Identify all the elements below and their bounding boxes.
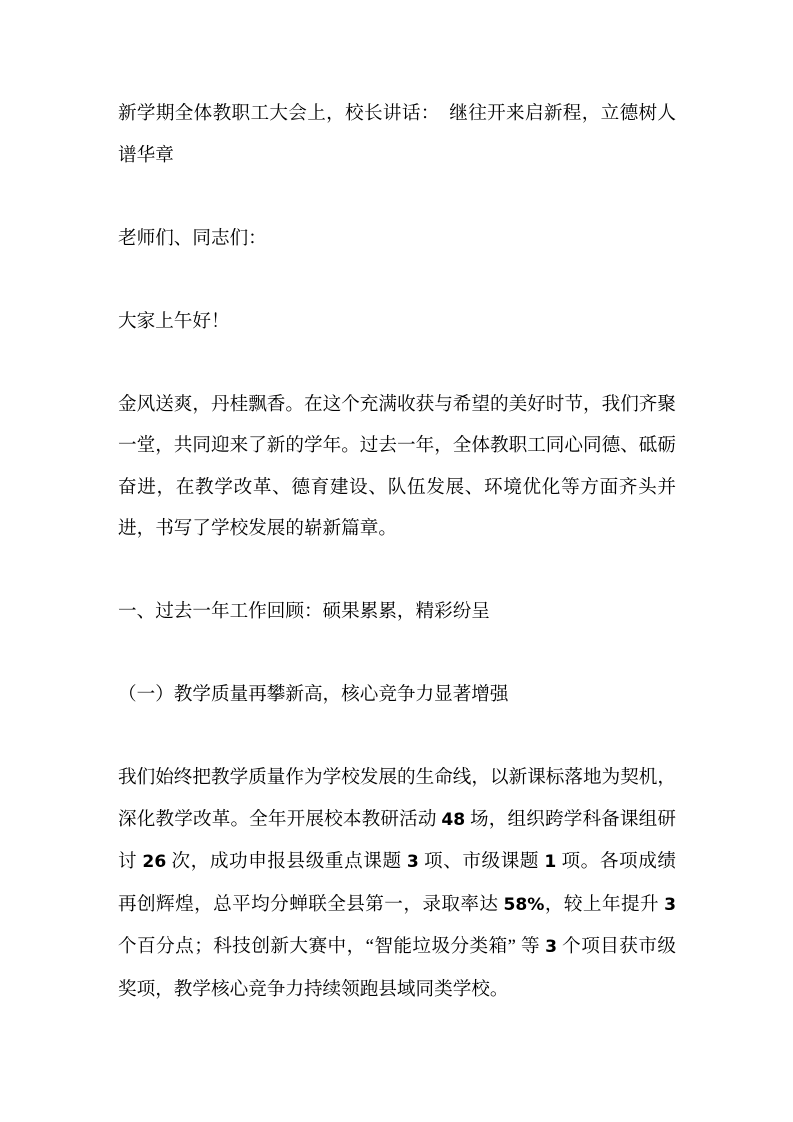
latin-number: 58% bbox=[503, 894, 545, 915]
latin-number: 3 bbox=[545, 937, 558, 957]
latin-number: 3 bbox=[406, 852, 419, 872]
latin-number: 48 bbox=[441, 809, 466, 830]
greeting-line: 大家上午好！ bbox=[118, 310, 230, 332]
teaching-quality-paragraph: 我们始终把教学质量作为学校发展的生命线，以新课标落地为契机，深化教学改革。全年开展校本教研活动 48 场，组织跨学科备课组研讨 26 次，成功申报县级重点课题 3 项、市级课题 1 项。各项成绩再创辉煌，总平均分蝉联全县第一，录取率达 58%，较上年提升 3 个百分点；科技创新大赛中，“智能垃圾分类箱” 等 3 个项目获市级奖项，教学核心竞争力持续领跑县域同类学校。 bbox=[118, 767, 676, 1000]
subsection-1-1-heading: （一）教学质量再攀新高，核心竞争力显著增强 bbox=[118, 684, 509, 705]
salutation-line: 老师们、同志们： bbox=[118, 227, 267, 249]
section-1-heading: 一、过去一年工作回顾：硕果累累，精彩纷呈 bbox=[118, 601, 490, 622]
latin-number: 3 bbox=[664, 894, 676, 915]
latin-number: 1 bbox=[544, 852, 557, 872]
latin-number: 26 bbox=[142, 852, 167, 872]
opening-paragraph: 金风送爽，丹桂飘香。在这个充满收获与希望的美好时节，我们齐聚一堂，共同迎来了新的学年。过去一年，全体教职工同心同德、砥砺奋进，在教学改革、德育建设、队伍发展、环境优化等方面齐头并进，书写了学校发展的崭新篇章。 bbox=[118, 393, 676, 539]
doc-title: 新学期全体教职工大会上，校长讲话： 继往开来启新程，立德树人谱华章 bbox=[118, 103, 676, 166]
